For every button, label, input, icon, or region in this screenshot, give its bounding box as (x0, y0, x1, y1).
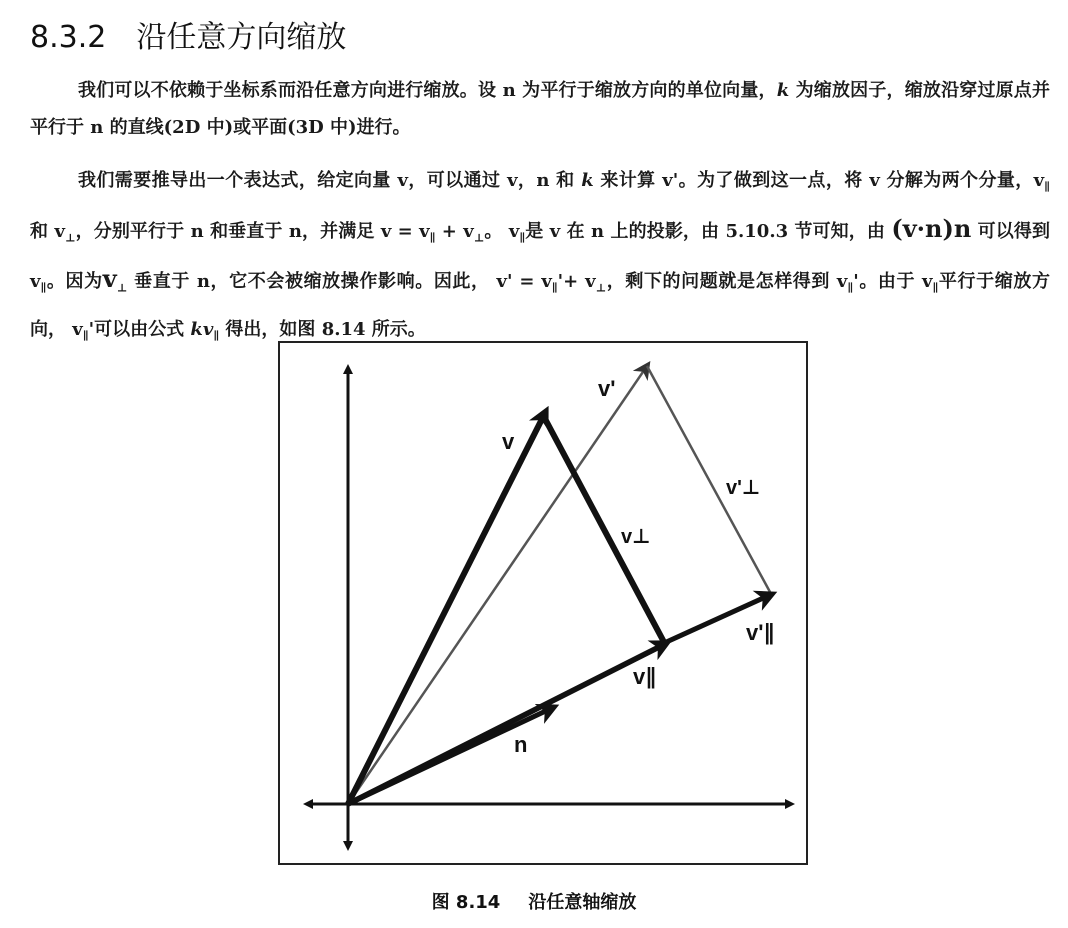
subscript: ∥ (429, 231, 436, 245)
text: 和 (30, 220, 49, 242)
text: '。由于 (853, 271, 916, 293)
symbol-v-parallel: v (922, 271, 933, 293)
equation-result: v' = v (496, 271, 552, 293)
subscript: ⊥ (595, 281, 607, 295)
projection-expression: (v·n)n (891, 213, 972, 243)
subscript: ∥ (40, 281, 47, 295)
text: 分解为两个分量， (886, 170, 1034, 191)
symbol-n: n (196, 271, 210, 293)
text: 垂直于 (134, 271, 190, 293)
paragraph-1 (30, 72, 1050, 146)
symbol-n: n (591, 220, 605, 242)
text: ，它不会被缩放操作影响。因此， (209, 271, 490, 293)
symbol-n: n (502, 80, 516, 101)
text: 为缩放因子，缩放沿穿过原点并平行于 (30, 80, 1050, 138)
text: ， (517, 170, 537, 191)
text: 。因为 (46, 271, 103, 293)
symbol-v-parallel: v (72, 318, 83, 340)
text: 得出，如图 8.14 所示。 (225, 318, 426, 340)
symbol-v: v (869, 170, 880, 191)
text: ，可以通过 (407, 170, 501, 191)
label-v-par-prime: v'∥ (746, 620, 775, 645)
label-v-perp-prime: v'⊥ (726, 477, 761, 499)
text: ，分别平行于 (75, 220, 185, 242)
formula-kv: kv (190, 318, 214, 340)
text: ，并满足 (301, 220, 375, 242)
label-v: v (502, 429, 515, 454)
text: 上的投影，由 5.10.3 节可知，由 (610, 220, 885, 242)
figure-caption (0, 888, 1068, 914)
text: 在 (566, 220, 585, 242)
subscript: ⊥ (116, 281, 128, 295)
symbol-k: k (581, 170, 594, 191)
paragraph-2 (30, 160, 1050, 356)
subscript: ⊥ (64, 231, 76, 245)
symbol-v-parallel: v (1033, 170, 1045, 191)
text: 的直线(2D 中)或平面(3D 中)进行。 (109, 117, 411, 138)
text: 。为了做到这一点，将 (678, 170, 863, 191)
symbol-v-perp: v (102, 264, 117, 294)
symbol-v-parallel: v (508, 220, 520, 242)
equation-decompose: v = v (380, 220, 430, 242)
subscript: ∥ (847, 281, 854, 295)
symbol-v-perp: v (54, 220, 65, 242)
symbol-n: n (190, 220, 204, 242)
text: 。 (484, 220, 503, 242)
text: 为平行于缩放方向的单位向量， (522, 80, 777, 101)
symbol-n: n (288, 220, 302, 242)
equation-decompose: + v (435, 220, 474, 242)
symbol-v-prime: v' (662, 170, 679, 191)
caption-text: 沿任意轴缩放 (528, 892, 637, 913)
section-number: 8.3.2 (30, 20, 107, 55)
subscript: ∥ (551, 281, 558, 295)
subscript: ∥ (519, 231, 526, 245)
subscript: ∥ (82, 329, 89, 343)
text: 可以得到 (977, 220, 1050, 242)
caption-number: 图 8.14 (431, 892, 501, 913)
symbol-k: k (776, 80, 790, 101)
symbol-n: n (536, 170, 550, 191)
text: 来计算 (600, 170, 656, 191)
subscript: ⊥ (473, 231, 485, 245)
text: 我们可以不依赖于坐标系而沿任意方向进行缩放。设 (78, 80, 497, 101)
equation-result: '+ v (557, 271, 596, 293)
figure-8-14 (278, 341, 808, 865)
label-v-prime: v' (598, 376, 616, 401)
text: '可以由公式 (88, 318, 185, 340)
label-v-par: v∥ (633, 664, 657, 689)
symbol-n: n (90, 117, 104, 138)
section-title: 沿任意方向缩放 (136, 20, 347, 55)
symbol-v-parallel: v (30, 271, 41, 293)
text: 我们需要推导出一个表达式，给定向量 (78, 170, 391, 191)
text: 和垂直于 (210, 220, 283, 242)
label-n: n (514, 732, 528, 757)
text: ，剩下的问题就是怎样得到 (606, 271, 831, 293)
symbol-v-parallel: v (836, 271, 848, 293)
section-heading (30, 12, 346, 56)
text: 是 (525, 220, 544, 242)
text: 平行于缩放方向， (30, 271, 1050, 340)
subscript: ∥ (1044, 180, 1050, 194)
symbol-v: v (549, 220, 561, 242)
symbol-v: v (397, 170, 408, 191)
label-v-perp: v⊥ (621, 526, 651, 548)
text: 和 (556, 170, 575, 191)
subscript: ∥ (932, 281, 939, 295)
subscript: ∥ (213, 329, 220, 343)
vector-diagram (280, 343, 806, 863)
symbol-v: v (507, 170, 518, 191)
vector-v-prime (348, 366, 647, 804)
